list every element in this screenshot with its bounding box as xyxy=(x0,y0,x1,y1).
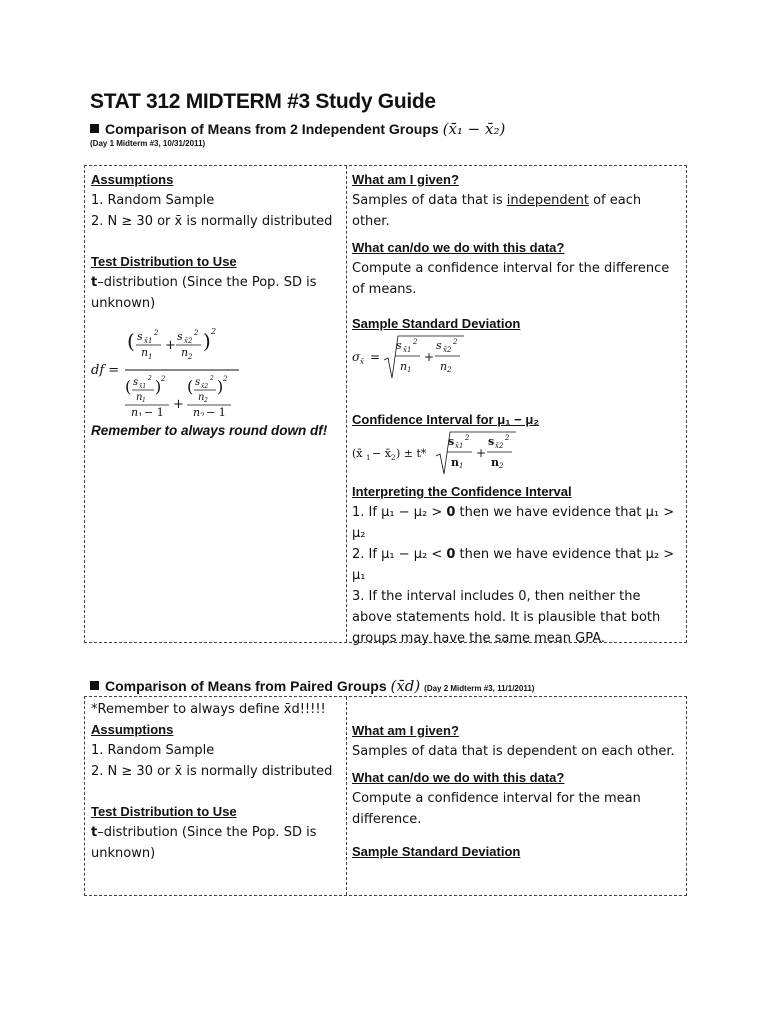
svg-text:s: s xyxy=(195,377,201,388)
interp-1: 1. If μ₁ − μ₂ > 0 then we have evidence that μ₁ > μ₂ xyxy=(352,505,675,541)
page-title: STAT 312 MIDTERM #3 Study Guide xyxy=(90,90,436,113)
svg-text:n: n xyxy=(136,392,143,403)
section1-heading-row xyxy=(90,120,505,138)
svg-text:1: 1 xyxy=(142,397,146,404)
svg-text:2: 2 xyxy=(413,338,418,346)
svg-text:2: 2 xyxy=(204,397,208,404)
svg-text:2: 2 xyxy=(200,412,205,416)
svg-text:n: n xyxy=(141,346,149,359)
svg-text:n: n xyxy=(181,346,189,359)
svg-text:x̄: x̄ xyxy=(360,358,364,366)
svg-text:+: + xyxy=(476,446,487,460)
assumption-2: 2. N ≥ 30 or x̄ is normally distributed xyxy=(91,214,333,229)
svg-text:) ± t*: ) ± t* xyxy=(396,447,427,460)
svg-text:n: n xyxy=(198,392,205,403)
svg-text:s: s xyxy=(448,435,455,448)
assumption-1: 1. Random Sample xyxy=(91,743,215,758)
assumptions-heading: Assumptions xyxy=(91,722,174,737)
given-text: Samples of data that is dependent on each other. xyxy=(352,744,675,759)
given-text: Samples of data that is independent of each other. xyxy=(352,193,642,229)
assumption-2: 2. N ≥ 30 or x̄ is normally distributed xyxy=(91,764,333,779)
svg-text:): ) xyxy=(217,377,224,396)
svg-text:x̄2: x̄2 xyxy=(495,442,504,450)
svg-text:=: = xyxy=(370,350,381,364)
svg-text:n: n xyxy=(491,456,499,469)
svg-text:x̄1: x̄1 xyxy=(139,383,147,390)
svg-text:2: 2 xyxy=(447,366,452,374)
svg-text:n: n xyxy=(451,456,459,469)
do-heading: What can/do we do with this data? xyxy=(352,240,565,255)
ci-heading: Confidence Interval for μ₁ − μ₂ xyxy=(352,412,540,427)
svg-text:1: 1 xyxy=(148,353,153,361)
svg-text:2: 2 xyxy=(194,329,199,337)
assumptions-heading: Assumptions xyxy=(91,172,174,187)
interp-2: 2. If μ₁ − μ₂ < 0 then we have evidence that μ₂ > μ₁ xyxy=(352,547,675,583)
svg-text:(: ( xyxy=(125,377,132,396)
svg-text:s: s xyxy=(137,330,143,343)
ssd-heading: Sample Standard Deviation xyxy=(352,316,521,331)
do-text: Compute a confidence interval for the mean difference. xyxy=(352,791,641,827)
test-distribution-text: t–distribution (Since the Pop. SD is unknown) xyxy=(91,275,317,311)
svg-text:− 1: − 1 xyxy=(144,406,164,416)
section1-table xyxy=(84,165,687,646)
section1-left-column xyxy=(91,170,345,642)
svg-text:2: 2 xyxy=(465,434,470,442)
svg-text:df =: df = xyxy=(91,363,120,378)
interp-heading: Interpreting the Confidence Interval xyxy=(352,484,572,499)
reminder-text: *Remember to always define x̄d!!!!! xyxy=(91,702,326,717)
interp-3: 3. If the interval includes 0, then neither the above statements hold. It is plausible that both groups may have the same mean GPA. xyxy=(352,589,661,646)
section2-left-column xyxy=(91,699,345,895)
svg-text:2: 2 xyxy=(210,375,214,382)
svg-text:+: + xyxy=(165,338,176,353)
svg-text:+: + xyxy=(173,397,184,412)
section2-heading: Comparison of Means from Paired Groups xyxy=(105,678,387,694)
given-heading: What am I given? xyxy=(352,723,459,738)
ssd-heading: Sample Standard Deviation xyxy=(352,844,521,859)
svg-text:2: 2 xyxy=(453,338,458,346)
svg-text:2: 2 xyxy=(391,454,396,462)
given-heading: What am I given? xyxy=(352,172,459,187)
svg-text:s: s xyxy=(177,330,183,343)
svg-text:+: + xyxy=(424,350,435,364)
ssd-formula xyxy=(352,334,552,384)
svg-text:1: 1 xyxy=(138,412,143,416)
section2-table xyxy=(84,696,687,896)
ci-formula xyxy=(352,430,552,478)
svg-text:x̄1: x̄1 xyxy=(144,337,153,345)
svg-text:2: 2 xyxy=(505,434,510,442)
df-formula xyxy=(91,326,341,416)
svg-text:2: 2 xyxy=(223,375,228,383)
do-text: Compute a confidence interval for the difference of means. xyxy=(352,261,670,297)
svg-text:1: 1 xyxy=(459,462,464,470)
svg-text:2: 2 xyxy=(499,462,504,470)
test-distribution-heading: Test Distribution to Use xyxy=(91,804,237,819)
section1-heading: Comparison of Means from 2 Independent Groups xyxy=(105,121,439,137)
df-note: Remember to always round down df! xyxy=(91,423,328,438)
svg-text:2: 2 xyxy=(161,375,166,383)
svg-text:x̄2: x̄2 xyxy=(184,337,193,345)
svg-text:− 1: − 1 xyxy=(206,406,226,416)
section2-subheading: (Day 2 Midterm #3, 11/1/2011) xyxy=(424,684,535,693)
svg-text:s: s xyxy=(133,377,139,388)
svg-text:(: ( xyxy=(187,377,194,396)
svg-text:2: 2 xyxy=(148,375,152,382)
svg-text:2: 2 xyxy=(211,327,217,336)
section1-right-column xyxy=(352,170,682,646)
section2-right-column xyxy=(352,721,682,895)
svg-text:s: s xyxy=(396,339,402,352)
svg-text:n: n xyxy=(440,360,448,373)
svg-text:x̄1: x̄1 xyxy=(403,346,412,354)
svg-text:s: s xyxy=(488,435,495,448)
svg-text:2: 2 xyxy=(188,353,193,361)
assumption-1: 1. Random Sample xyxy=(91,193,215,208)
svg-text:2: 2 xyxy=(154,329,159,337)
column-divider xyxy=(346,697,347,895)
svg-text:1: 1 xyxy=(366,454,371,462)
svg-text:n: n xyxy=(131,406,139,416)
svg-text:s: s xyxy=(436,339,442,352)
section2-heading-math: (x̄d) xyxy=(390,677,421,695)
svg-text:1: 1 xyxy=(407,366,412,374)
test-distribution-heading: Test Distribution to Use xyxy=(91,254,237,269)
do-heading: What can/do we do with this data? xyxy=(352,770,565,785)
svg-text:σ: σ xyxy=(352,350,361,364)
section1-subheading: (Day 1 Midterm #3, 10/31/2011) xyxy=(90,139,206,148)
svg-text:): ) xyxy=(203,329,211,353)
bullet-square-icon xyxy=(90,124,99,133)
svg-text:− x̄: − x̄ xyxy=(372,447,391,460)
svg-text:): ) xyxy=(155,377,162,396)
svg-text:(: ( xyxy=(127,329,135,353)
svg-text:n: n xyxy=(193,406,201,416)
column-divider xyxy=(346,166,347,642)
svg-text:x̄2: x̄2 xyxy=(201,383,209,390)
section2-heading-row xyxy=(90,677,534,695)
test-distribution-text: t–distribution (Since the Pop. SD is unknown) xyxy=(91,825,317,861)
svg-text:x̄2: x̄2 xyxy=(443,346,452,354)
section1-heading-math: (x̄₁ − x̄₂) xyxy=(442,120,506,138)
svg-text:n: n xyxy=(400,360,408,373)
bullet-square-icon xyxy=(90,681,99,690)
svg-text:(x̄: (x̄ xyxy=(352,447,363,460)
svg-text:x̄1: x̄1 xyxy=(455,442,464,450)
